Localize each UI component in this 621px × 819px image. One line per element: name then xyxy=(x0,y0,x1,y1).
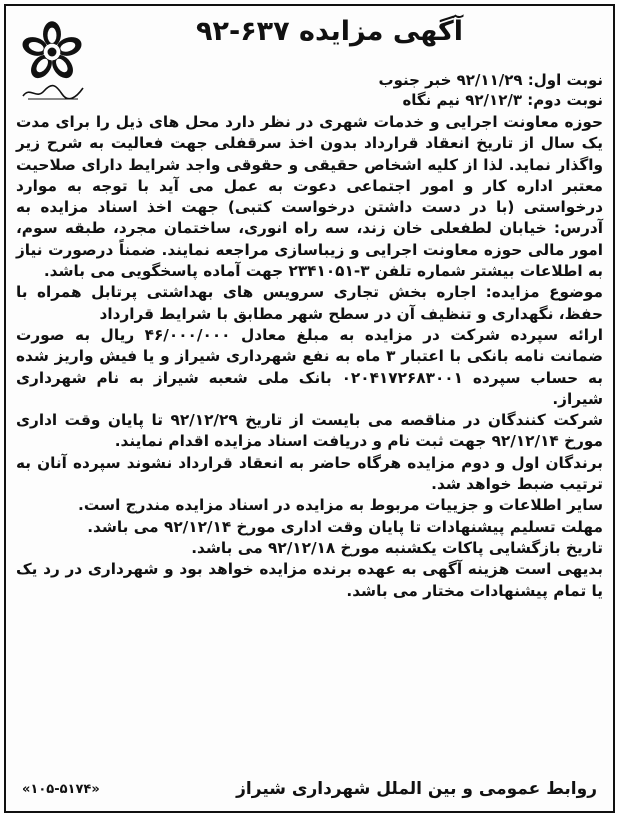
notice-title: آگهی مزایده ۶۳۷-۹۲ xyxy=(196,16,463,47)
notice-frame xyxy=(4,4,615,813)
second-publication: نوبت دوم: ۹۲/۱۲/۳ نیم نگاه xyxy=(402,91,603,109)
documents-note: سایر اطلاعات و جزییات مربوط به مزایده در اسناد مزایده مندرج است. xyxy=(78,496,603,515)
forfeit-clause: برندگان اول و دوم مزایده هرگاه حاضر به انعقاد قرارداد نشوند سپرده آنان به ترتیب ضبط خواهد شد. xyxy=(16,453,603,494)
closing-clause: بدیهی است هزینه آگهی به عهده برنده مزایده خواهد بود و شهرداری در رد یک یا تمام پیشنهادات مختار می باشد. xyxy=(16,560,603,600)
first-publication: نوبت اول: ۹۲/۱۱/۲۹ خبر جنوب xyxy=(378,71,603,89)
intro-paragraph: حوزه معاونت اجرایی و خدمات شهری در نظر دارد محل های ذیل را برای مدت یک سال از تاریخ انعقاد قرارداد بدون اخذ سرقفلی جهت فعالیت به شرح زیر واگذار نماید. لذا از کلیه اشخاص حقیقی و حقوقی واجد شرایط دارای صلاحیت معتبر اداره کار و امور اجتماعی دعوت به عمل می آید با توجه به موارد درخواستی (با در دست داشتن درخواست کتبی) جهت اخذ اسناد مزایده به آدرس: خیابان لطفعلی خان زند، سه راه انوری، ساختمان مجرد، طبقه سوم، امور مالی حوزه معاونت اجرایی و زیباسازی مراجعه نمایند. ضمناً درصورت نیاز به اطلاعات بیشتر شماره تلفن ۳-۲۳۴۱۰۵۱ جهت آماده پاسخگویی می باشد. xyxy=(16,113,603,281)
publication-turns xyxy=(379,70,604,110)
notice-footer xyxy=(16,779,603,805)
footer-code: «۱۰۵-۵۱۷۴» xyxy=(22,782,100,797)
logo-caption-signature xyxy=(20,82,86,102)
registration-period: شرکت کنندگان در مناقصه می بایست از تاریخ ۹۲/۱۲/۲۹ تا پایان وقت اداری مورخ ۹۲/۱۲/۱۴ جهت ثبت نام و دریافت اسناد مزایده اقدام نمایند. xyxy=(16,411,603,451)
shiraz-municipality-flower-logo-icon xyxy=(20,20,84,84)
notice-body xyxy=(16,112,603,602)
submission-deadline: مهلت تسلیم پیشنهادات تا پایان وقت اداری مورخ ۹۲/۱۲/۱۴ می باشد. xyxy=(87,517,603,536)
deposit-terms: ارائه سپرده شرکت در مزایده به مبلغ معادل ۴۶/۰۰۰/۰۰۰ ریال به صورت ضمانت نامه بانکی با اعتبار ۳ ماه به نفع شهرداری شیراز و یا فیش واریز شده به حساب سپرده ۰۲۰۴۱۷۲۶۸۳۰۰۱ بانک ملی شعبه شیراز به نام شهرداری شیراز. xyxy=(16,325,604,408)
auction-subject: موضوع مزایده: اجاره بخش تجاری سرویس های بهداشتی پرتابل همراه با حفظ، نگهداری و تنظیف آن در سطح شهر مطابق با شرایط قرارداد xyxy=(16,283,603,323)
footer-organization: روابط عمومی و بین الملل شهرداری شیراز xyxy=(236,779,597,799)
opening-date: تاریخ بازگشایی پاکات یکشنبه مورخ ۹۲/۱۲/۱۸ می باشد. xyxy=(191,538,603,557)
